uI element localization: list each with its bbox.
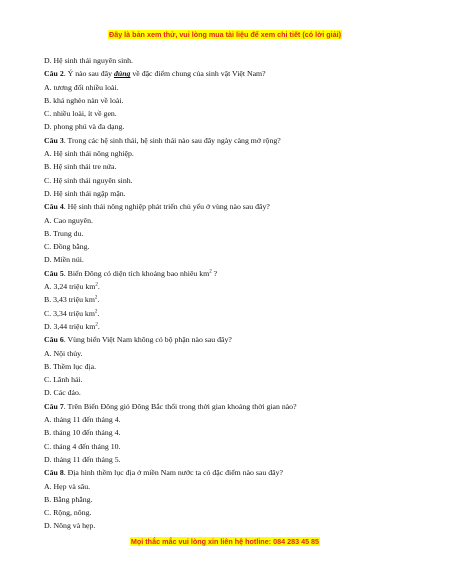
answer-option: A. tương đối nhiều loài. — [44, 82, 119, 92]
question-7: Câu 7. Trên Biển Đông gió Đông Bắc thổi trong thời gian khoảng thời gian nào? — [44, 401, 297, 411]
answer-option: D. Hệ sinh thái nguyên sinh. — [44, 56, 134, 65]
answer-option: D. Miền núi. — [44, 255, 84, 265]
answer-option: D. Hệ sinh thái ngập mặn. — [44, 188, 126, 198]
answer-option: C. 3,34 triệu $km^2$. — [44, 308, 100, 318]
preview-notice-banner: Đây là bản xem thử, vui lòng mua tài liệu để xem chi tiết (có lời giải) — [109, 30, 341, 39]
hotline-banner: Mọi thắc mắc vui lòng xin liên hệ hotline: 084 283 45 85 — [130, 537, 320, 546]
question-2: Câu 2. Ý nào sau đây đúng về đặc điểm chung của sinh vật Việt Nam? — [44, 69, 266, 79]
answer-option: B. khá nghèo nàn về loài. — [44, 95, 124, 105]
answer-option: C. Hệ sinh thái nguyên sinh. — [44, 175, 133, 185]
answer-option: C. nhiều loài, ít về gen. — [44, 109, 117, 119]
answer-option: D. phong phú và đa dạng. — [44, 122, 125, 132]
answer-option: A. Hệ sinh thái nông nghiệp. — [44, 149, 134, 159]
answer-option: B. Hệ sinh thái tre nứa. — [44, 162, 117, 172]
answer-option: B. Bằng phẳng. — [44, 494, 93, 504]
answer-option: B. Thềm lục địa. — [44, 361, 97, 371]
answer-option: A. tháng 11 đến tháng 4. — [44, 415, 121, 425]
document-body — [44, 54, 414, 533]
answer-option: C. Rộng, nông. — [44, 508, 92, 518]
question-8: Câu 8. Địa hình thềm lục địa ở miền Nam nước ta có đặc điểm nào sau đây? — [44, 468, 283, 478]
answer-option: C. Lãnh hải. — [44, 375, 83, 385]
answer-option: D. 3,44 triệu $km^2$. — [44, 321, 100, 331]
answer-option: C. Đồng bằng. — [44, 242, 90, 252]
answer-option: A. Hẹp và sâu. — [44, 481, 91, 491]
answer-option: B. Trung du. — [44, 228, 84, 238]
answer-option: D. Các đảo. — [44, 388, 81, 398]
answer-option: D. tháng 11 đến tháng 5. — [44, 454, 121, 464]
question-3: Câu 3. Trong các hệ sinh thái, hệ sinh thái nào sau đây ngày càng mở rộng? — [44, 135, 281, 145]
question-4: Câu 4. Hệ sinh thái nông nghiệp phát triển chủ yếu ở vùng nào sau đây? — [44, 202, 270, 212]
answer-option: A. Nội thủy. — [44, 348, 83, 358]
answer-option: A. 3,24 triệu $km^2$. — [44, 282, 100, 292]
answer-option: B. 3,43 triệu $km^2$. — [44, 295, 100, 305]
answer-option: D. Nông và hẹp. — [44, 521, 96, 531]
question-5: Câu 5. Biển Đông có diện tích khoảng bao nhiêu $km^2$ ? — [44, 268, 218, 278]
question-6: Câu 6. Vùng biển Việt Nam không có bộ phận nào sau đây? — [44, 335, 232, 345]
answer-option: C. tháng 4 đến tháng 10. — [44, 441, 121, 451]
answer-option: A. Cao nguyên. — [44, 215, 93, 225]
answer-option: B. tháng 10 đến tháng 4. — [44, 428, 121, 438]
